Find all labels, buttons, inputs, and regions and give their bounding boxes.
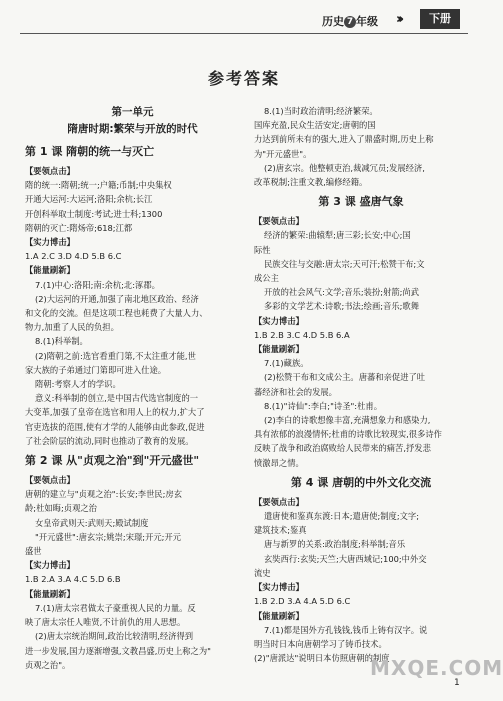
answer-line: 1.B 2.D 3.A 4.A 5.D 6.C	[254, 596, 351, 607]
answer-line: 明当时日本向唐朝学习了铸币技术。	[254, 638, 387, 649]
lesson-body	[254, 495, 468, 665]
answer-line: 7.(1)都是国外方孔钱钱,钱币上铸有汉字。说	[264, 624, 428, 635]
answer-line: 改革税制;注重文教,编修经籍。	[254, 177, 368, 188]
answer-line: 隋的统一:隋朝;统一;户籍;币制;中央集权	[25, 180, 172, 191]
section-tag: 【能量刷新】	[25, 265, 75, 276]
page-header	[0, 0, 488, 34]
right-column	[254, 104, 468, 665]
answer-line: 7.(1)唐太宗君做太子豪重视人民的力量。反	[35, 602, 196, 613]
answer-line: 8.(1)当时政治清明;经济繁荣。	[264, 106, 378, 116]
answer-line: 国库充盈,民众生活安定;唐朝的国	[254, 120, 376, 131]
answer-line: 映了唐太宗任人唯贤,不计前仇的用人思想。	[25, 617, 186, 628]
lesson-heading: 第 3 课 盛唐气象	[318, 195, 404, 209]
answer-line: 唐朝的建立与"贞观之治":长安;李世民;房玄	[25, 489, 183, 500]
answer-line: 隋朝的灭亡:隋炀帝;618;江都	[25, 222, 133, 233]
answer-line: 开放的社会风气:文学;音乐;装扮;射箭;尚武	[264, 287, 420, 298]
answer-line: 流史	[254, 567, 271, 578]
watermark: MXQE.COM	[370, 656, 503, 680]
section-tag: 【能量刷新】	[254, 610, 304, 621]
answer-line: 和文化的交流。但是这项工程也耗费了大量人力、	[25, 308, 208, 319]
grade-label: 年级	[356, 15, 378, 28]
answer-line: 7.(1)藏族。	[264, 358, 309, 369]
volume-badge: 下册	[420, 9, 460, 29]
section-tag: 【要领点击】	[25, 475, 75, 486]
book-title	[322, 13, 378, 29]
answer-line: 7.(1)中心:洛阳;南:余杭;北:涿郡。	[35, 279, 160, 290]
answer-line: 隋朝:考察人才的学识。	[35, 379, 121, 390]
section-tag: 【实力博击】	[25, 560, 75, 571]
unit-subtitle: 隋唐时期:繁荣与开放的时代	[67, 123, 198, 135]
answer-line: 民族交往与交融:唐太宗;天可汗;松赞干布;文	[264, 258, 425, 269]
unit-heading: 第一单元	[111, 106, 154, 118]
section-tag: 【实力博击】	[254, 315, 304, 326]
answer-line: 建筑技术;鉴真	[254, 525, 307, 536]
answer-line: 官吏选拔的范围,使有才学的人能够由此参政,促进	[25, 421, 205, 432]
answer-line: 1.A 2.C 3.D 4.D 5.B 6.C	[25, 251, 122, 262]
answer-line: 唐与新罗的关系:政治制度;科举制;音乐	[264, 539, 406, 550]
answer-line: 龄;杜如晦;贞观之治	[25, 503, 97, 514]
answer-line: 具有浓郁的浪漫情怀;杜甫的诗歌比较现实,很多诗作	[254, 429, 442, 440]
section-tag: 【要领点击】	[25, 166, 75, 176]
lesson-heading: 第 2 课 从"贞观之治"到"开元盛世"	[25, 454, 200, 468]
answer-line: 反映了战争和政治腐败给人民带来的痛苦,抒发悲	[254, 443, 431, 454]
answer-line: 成公主	[254, 273, 279, 284]
answer-line: 蕃经济和社会的发展。	[254, 386, 337, 397]
section-tag: 【实力博击】	[25, 237, 75, 248]
subject-label: 历史	[322, 15, 344, 28]
answer-line: (2)唐玄宗。他整顿吏治,裁减冗员;发展经济,	[264, 162, 425, 173]
answer-line: (2)"唐派达"说明日本仿照唐朝的制度	[254, 653, 390, 664]
page-number: 1	[454, 678, 460, 688]
section-tag: 【能量刷新】	[25, 588, 75, 599]
lesson-heading: 第 4 课 唐朝的中外文化交流	[290, 475, 432, 489]
answer-line: (2)松赞干布和文成公主。唐蕃和亲促进了吐	[264, 372, 426, 383]
lesson-body	[254, 214, 468, 470]
answer-line: 8.(1)"诗仙":李白;"诗圣":杜甫。	[264, 400, 382, 411]
answer-line: 开创科举取士制度:考试;进士科;1300	[25, 208, 163, 219]
answer-line: 力达到前所未有的强大,进入了鼎盛时期,历史上称	[254, 134, 434, 145]
header-divider	[20, 33, 468, 34]
answer-line: 1.B 2.A 3.A 4.C 5.D 6.B	[25, 574, 121, 585]
answer-line: 开通大运河:大运河;洛阳;余杭;长江	[25, 194, 153, 205]
answer-line: 意义:科举制的创立,是中国古代选官制度的一	[35, 393, 199, 404]
answer-line: 愤激昂之情。	[254, 457, 304, 468]
answer-line: 际性	[254, 244, 271, 255]
answer-line: 贞观之治"。	[25, 659, 71, 670]
left-column	[25, 104, 240, 672]
chevron-right-icon: ›››	[396, 12, 401, 27]
section-tag: 【要领点击】	[254, 496, 304, 507]
answer-line: (2)隋朝之前:选官看重门第,不太注重才能,世	[35, 350, 196, 361]
answer-line: 遣唐使和鉴真东渡:日本;遣唐使;制度;文字;	[264, 511, 420, 522]
answer-line: 盛世	[25, 546, 42, 557]
answer-line: 物力,加重了人民的负担。	[25, 322, 119, 333]
answer-line: (2)大运河的开通,加强了南北地区政治、经济	[35, 293, 199, 304]
section-tag: 【能量刷新】	[254, 344, 304, 355]
page-title: 参考答案	[207, 69, 280, 88]
lesson-body	[25, 164, 240, 448]
lesson-body	[25, 473, 240, 672]
answer-line: 了社会阶层的流动,同时也推动了教育的发展。	[25, 435, 194, 446]
answer-line: (2)唐太宗统治期间,政治比较清明,经济得到	[35, 631, 194, 642]
answer-line: "开元盛世":唐玄宗;姚崇;宋璟;开元;开元	[35, 531, 182, 542]
lesson-heading: 第 1 课 隋朝的统一与灭亡	[25, 145, 155, 158]
answer-line: 女皇帝武则天:武则天;殿试制度	[35, 517, 149, 528]
answer-line: 进一步发展,国力逐渐增强,文教昌盛,历史上称之为"	[25, 645, 211, 656]
answer-line: 8.(1)科举制。	[35, 336, 88, 347]
answer-line: 大变革,加强了皇帝在选官和用人上的权力,扩大了	[25, 407, 205, 418]
answer-line: 1.B 2.B 3.C 4.D 5.B 6.A	[254, 329, 350, 340]
answer-line: 家大族的子弟通过门第即可进入仕途。	[25, 364, 167, 375]
answer-line: 为"开元盛世"。	[254, 148, 312, 159]
grade-number-badge: 7	[344, 16, 356, 28]
lesson-body	[254, 104, 468, 189]
answer-line: 经济的繁荣:曲辕犁;唐三彩;长安;中心;国	[264, 230, 411, 241]
answer-line: 多彩的文学艺术:诗歌;书法;绘画;音乐;歌舞	[264, 301, 420, 312]
section-tag: 【要领点击】	[254, 216, 304, 227]
section-tag: 【实力博击】	[254, 582, 304, 593]
answer-line: 玄奘西行:玄奘;天竺;大唐西域记;100;中外交	[264, 553, 427, 564]
answer-line: (2)李白的诗歌想像丰富,充满想象力和感染力,	[264, 415, 431, 426]
